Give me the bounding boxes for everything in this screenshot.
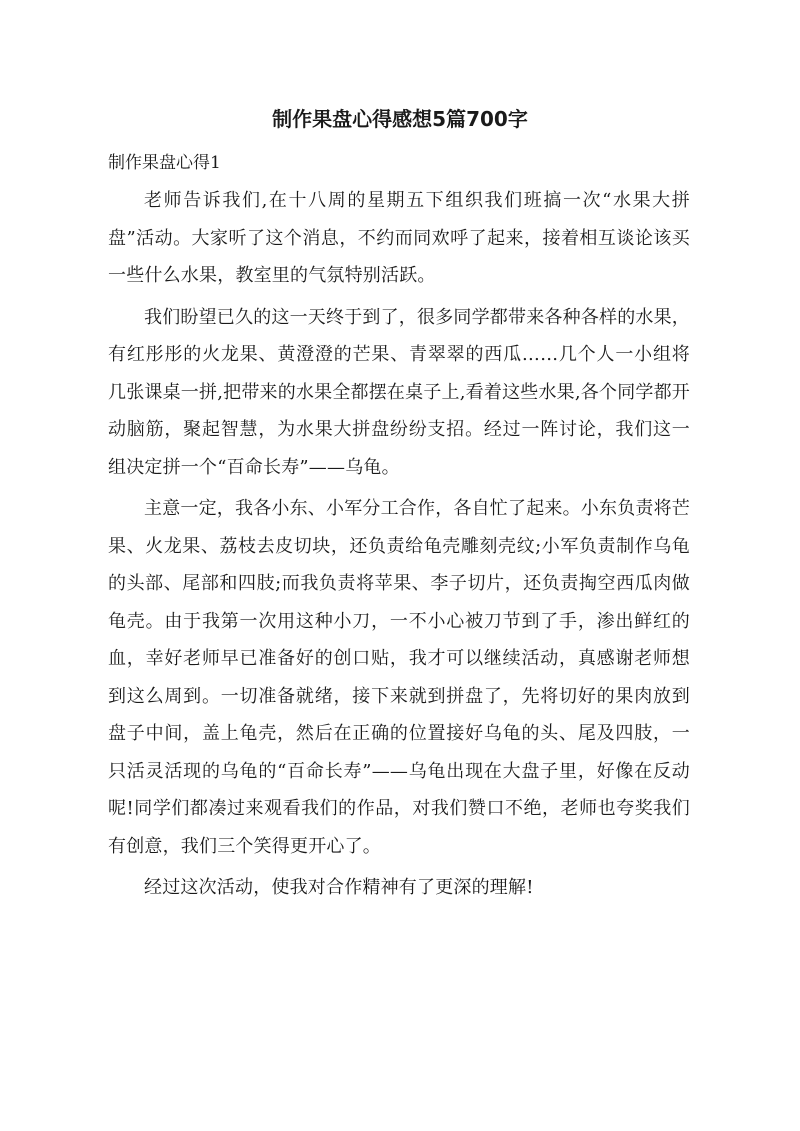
paragraph-1: 老师告诉我们,在十八周的星期五下组织我们班搞一次“水果大拼盘”活动。大家听了这个消息，不约而同欢呼了起来，接着相互谈论该买一些什么水果，教室里的气氛特别活跃。 bbox=[108, 190, 690, 286]
paragraph-3: 主意一定，我各小东、小军分工合作，各自忙了起来。小东负责将芒果、火龙果、荔枝去皮切块，还负责给龟壳雕刻壳纹;小军负责制作乌龟的头部、尾部和四肢;而我负责将苹果、李子切片，还负责掏空西瓜肉做龟壳。由于我第一次用这种小刀，一不小心被刀节到了手，渗出鲜红的血，幸好老师早已准备好的创口贴，我才可以继续活动，真感谢老师想到这么周到。一切准备就绪，接下来就到拼盘了，先将切好的果肉放到盘子中间，盖上龟壳，然后在正确的位置接好乌龟的头、尾及四肢，一只活灵活现的乌龟的“百命长寿”——乌龟出现在大盘子里，好像在反动呢!同学们都凑过来观看我们的作品，对我们赞口不绝，老师也夸奖我们有创意，我们三个笑得更开心了。 bbox=[108, 498, 690, 857]
document-body bbox=[108, 182, 690, 911]
section-heading: 制作果盘心得1 bbox=[108, 153, 221, 173]
document-title: 制作果盘心得感想5篇700字 bbox=[272, 107, 528, 131]
paragraph-2: 我们盼望已久的这一天终于到了，很多同学都带来各种各样的水果，有红彤彤的火龙果、黄澄澄的芒果、青翠翠的西瓜……几个人一小组将几张课桌一拼,把带来的水果全都摆在桌子上,看着这些水果,各个同学都开动脑筋，聚起智慧，为水果大拼盘纷纷支招。经过一阵讨论，我们这一组决定拼一个“百命长寿”——乌龟。 bbox=[108, 306, 690, 478]
paragraph-4: 经过这次活动，使我对合作精神有了更深的理解! bbox=[144, 877, 534, 898]
